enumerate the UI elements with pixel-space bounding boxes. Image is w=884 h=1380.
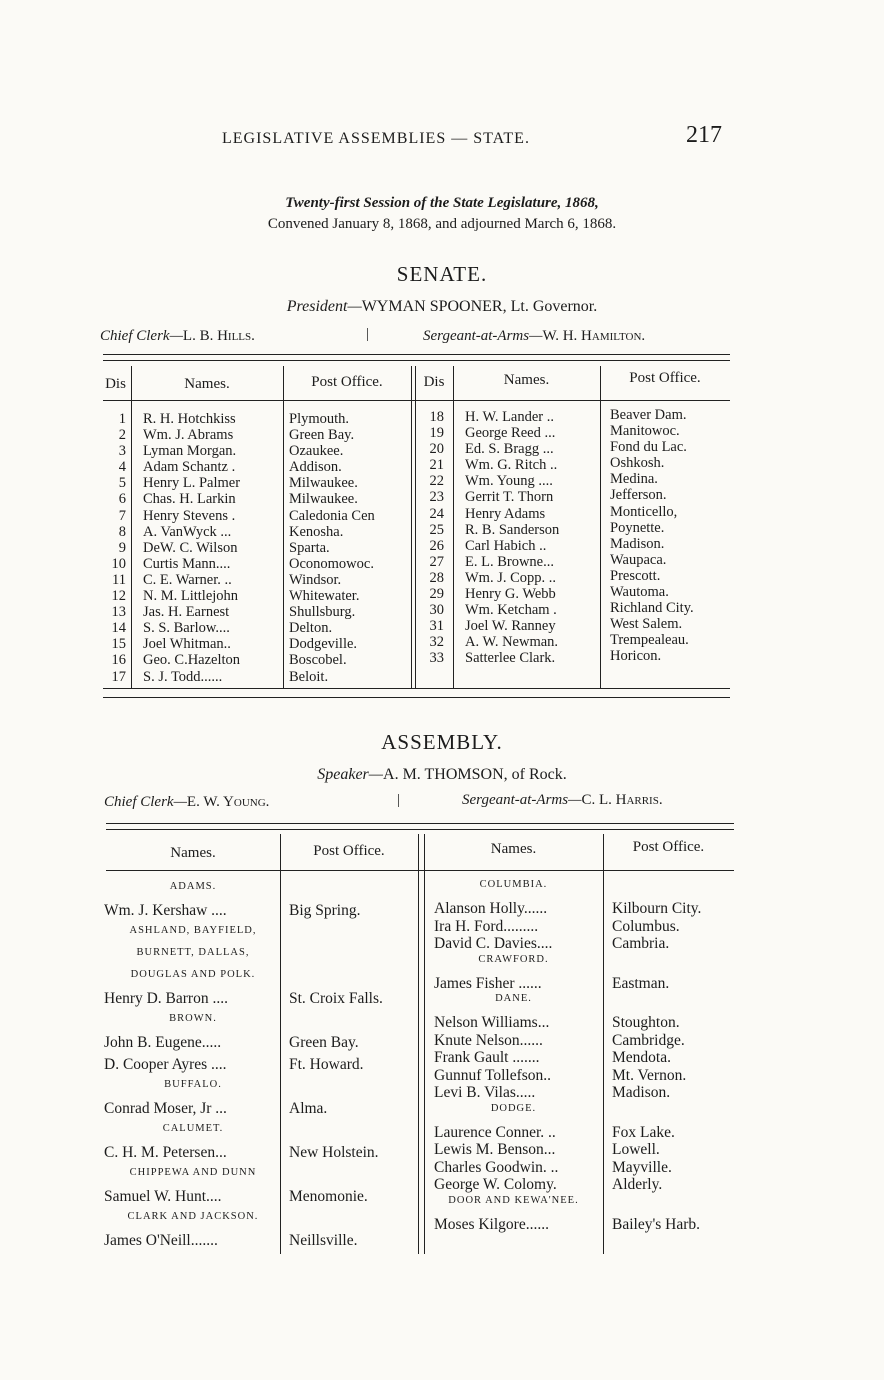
- member-name: Levi B. Vilas.....: [434, 1084, 536, 1101]
- session-title: Twenty-first Session of the State Legislature, 1868,: [285, 195, 599, 211]
- member-name: David C. Davies....: [434, 935, 553, 952]
- senate-district-cell: 5: [118, 475, 126, 492]
- senate-post-office-cell: Dodgeville.: [289, 636, 358, 653]
- senate-bottom-rule: [103, 688, 730, 689]
- session-dates: Convened January 8, 1868, and adjourned March 6, 1868.: [267, 216, 617, 232]
- member-name: Conrad Moser, Jr ...: [104, 1100, 227, 1117]
- president-label: President—: [286, 298, 362, 315]
- senate-senator-name-cell: Joel Whitman..: [143, 636, 231, 653]
- senate-post-office-cell: Plymouth.: [289, 411, 350, 427]
- assembly-col-rule: [603, 834, 604, 1254]
- county-heading: DOUGLAS AND POLK.: [130, 969, 256, 980]
- assembly-chief-clerk: [104, 794, 269, 811]
- senate-district-cell: 2: [118, 427, 126, 444]
- assembly-top-rule: [106, 823, 734, 824]
- senate-senator-name-cell: Henry Stevens .: [143, 507, 236, 524]
- assembly-col-post-office: Post Office.: [313, 843, 385, 859]
- senate-district-cell: 14: [111, 620, 126, 637]
- page-number: 217: [686, 122, 722, 148]
- assembly-col-rule: [280, 834, 281, 1254]
- senate-post-office-cell: Sparta.: [289, 539, 330, 556]
- senate-post-office-cell: Manitowoc.: [610, 423, 680, 440]
- sergeant-name: C. L. Harris.: [581, 792, 663, 808]
- member-post-office: Green Bay.: [289, 1034, 359, 1051]
- senate-senator-name-cell: Joel W. Ranney: [465, 618, 556, 635]
- member-post-office: Big Spring.: [289, 902, 361, 919]
- chief-clerk-label: Chief Clerk—: [100, 328, 183, 344]
- senate-post-office-cell: Fond du Lac.: [610, 439, 687, 456]
- member-post-office: Eastman.: [612, 974, 670, 992]
- sergeant-label: Sergeant-at-Arms—: [423, 328, 543, 344]
- officer-separator: |: [397, 792, 401, 808]
- senate-district-cell: 16: [111, 652, 126, 669]
- senate-post-office-cell: Green Bay.: [289, 427, 355, 444]
- member-name: James O'Neill.......: [104, 1232, 218, 1249]
- member-post-office: Menomonie.: [289, 1188, 368, 1205]
- senate-post-office-cell: Prescott.: [610, 567, 661, 584]
- senate-senator-name-cell: Wm. J. Abrams: [143, 427, 234, 444]
- senate-senator-name-cell: R. H. Hotchkiss: [143, 411, 236, 427]
- senate-post-office-cell: Shullsburg.: [289, 604, 356, 621]
- senate-right-names-column: [465, 409, 559, 667]
- senate-district-cell: 13: [111, 604, 126, 621]
- senate-district-cell: 23: [429, 489, 444, 506]
- member-name: George W. Colomy.: [434, 1176, 557, 1193]
- senate-district-cell: 7: [118, 507, 126, 524]
- senate-post-office-cell: Addison.: [289, 459, 342, 476]
- senate-post-office-cell: Milwaukee.: [289, 491, 358, 508]
- senate-district-cell: 10: [111, 555, 126, 572]
- senate-col-dis: Dis: [423, 374, 445, 390]
- senate-district-cell: 6: [118, 491, 126, 508]
- senate-left-post-office-column: [289, 411, 375, 685]
- senate-col-dis: Dis: [105, 376, 126, 392]
- member-name: Samuel W. Hunt....: [104, 1188, 222, 1205]
- senate-district-cell: 26: [429, 537, 444, 554]
- speaker-name: A. M. THOMSON, of Rock.: [383, 766, 567, 783]
- senate-senator-name-cell: Henry L. Palmer: [143, 475, 241, 492]
- senate-senator-name-cell: Wm. G. Ritch ..: [465, 457, 558, 474]
- county-heading: BROWN.: [169, 1013, 217, 1024]
- assembly-speaker: [0, 766, 884, 784]
- senate-col-post-office: Post Office.: [629, 370, 701, 386]
- member-post-office: Mayville.: [612, 1158, 672, 1176]
- county-heading: BUFFALO.: [164, 1079, 222, 1090]
- senate-bottom-rule-2: [103, 697, 730, 698]
- senate-senator-name-cell: R. B. Sanderson: [465, 521, 560, 538]
- senate-post-office-cell: Milwaukee.: [289, 475, 358, 492]
- senate-district-cell: 30: [429, 602, 444, 619]
- chief-clerk-name: E. W. Young.: [186, 794, 270, 810]
- senate-post-office-cell: Delton.: [289, 620, 333, 637]
- senate-district-cell: 9: [118, 539, 126, 556]
- senate-senator-name-cell: Geo. C.Hazelton: [143, 652, 241, 669]
- senate-post-office-cell: Windsor.: [289, 571, 342, 588]
- member-name: Laurence Conner. ..: [434, 1123, 556, 1141]
- senate-col-rule: [411, 366, 412, 688]
- senate-left-names-column: [143, 411, 240, 685]
- member-post-office: Mendota.: [612, 1049, 671, 1066]
- member-post-office: Fox Lake.: [612, 1123, 675, 1141]
- senate-district-cell: 20: [429, 441, 444, 458]
- senate-district-cell: 11: [112, 571, 126, 588]
- senate-col-rule: [283, 366, 284, 688]
- chief-clerk-name: L. B. Hills.: [182, 328, 255, 344]
- senate-sergeant: [423, 328, 645, 345]
- senate-district-cell: 1: [118, 411, 126, 427]
- member-post-office: Ft. Howard.: [289, 1056, 364, 1073]
- senate-senator-name-cell: E. L. Browne...: [465, 553, 554, 570]
- assembly-col-rule: [418, 834, 419, 1254]
- senate-senator-name-cell: George Reed ...: [465, 425, 556, 442]
- member-post-office: Cambria.: [612, 935, 670, 952]
- county-heading: CHIPPEWA AND DUNN: [129, 1167, 257, 1178]
- senate-senator-name-cell: H. W. Lander ..: [465, 409, 554, 425]
- senate-post-office-cell: Ozaukee.: [289, 443, 344, 460]
- member-post-office: Neillsville.: [289, 1232, 358, 1249]
- senate-right-dis-column: [420, 409, 444, 667]
- senate-senator-name-cell: Carl Habich ..: [465, 537, 547, 554]
- senate-post-office-cell: Waupaca.: [610, 551, 667, 568]
- senate-post-office-cell: Boscobel.: [289, 652, 347, 669]
- member-name: Lewis M. Benson...: [434, 1141, 556, 1158]
- member-name: D. Cooper Ayres ....: [104, 1056, 227, 1073]
- member-post-office: Mt. Vernon.: [612, 1066, 687, 1084]
- senate-post-office-cell: Kenosha.: [289, 523, 344, 540]
- member-post-office: Cambridge.: [612, 1031, 685, 1049]
- member-name: Henry D. Barron ....: [104, 990, 228, 1007]
- senate-district-cell: 28: [429, 569, 444, 586]
- officer-separator: |: [366, 326, 370, 342]
- senate-col-names: Names.: [503, 372, 550, 388]
- senate-post-office-cell: West Salem.: [610, 616, 683, 633]
- member-post-office: Alderly.: [612, 1176, 663, 1193]
- senate-district-cell: 8: [118, 523, 126, 540]
- senate-senator-name-cell: Adam Schantz .: [143, 459, 236, 476]
- member-post-office: Alma.: [289, 1100, 328, 1117]
- senate-post-office-cell: Wautoma.: [610, 584, 669, 601]
- senate-senator-name-cell: Wm. Young ....: [465, 473, 553, 490]
- member-name: C. H. M. Petersen...: [104, 1144, 227, 1161]
- county-heading: DOOR AND KEWA'NEE.: [448, 1194, 579, 1206]
- senate-district-cell: 31: [429, 618, 444, 635]
- senate-senator-name-cell: DeW. C. Wilson: [143, 539, 238, 556]
- member-post-office: Kilbourn City.: [612, 900, 702, 917]
- senate-header-rule: [103, 400, 730, 401]
- senate-district-cell: 19: [429, 425, 444, 442]
- senate-post-office-cell: Medina.: [610, 471, 658, 488]
- member-post-office: New Holstein.: [289, 1144, 379, 1161]
- assembly-col-post-office: Post Office.: [632, 839, 705, 855]
- senate-col-names: Names.: [184, 376, 230, 392]
- senate-senator-name-cell: Henry Adams: [465, 505, 546, 522]
- county-heading: ASHLAND, BAYFIELD,: [129, 925, 257, 936]
- assembly-heading: ASSEMBLY.: [381, 730, 503, 754]
- senate-senator-name-cell: Wm. Ketcham .: [465, 602, 557, 619]
- senate-senator-name-cell: Satterlee Clark.: [465, 650, 556, 667]
- senate-senator-name-cell: C. E. Warner. ..: [143, 571, 232, 588]
- member-name: Gunnuf Tollefson..: [434, 1066, 552, 1084]
- senate-senator-name-cell: S. J. Todd......: [143, 668, 223, 685]
- senate-senator-name-cell: Lyman Morgan.: [143, 443, 237, 460]
- member-name: Wm. J. Kershaw ....: [104, 902, 227, 919]
- assembly-col-rule: [424, 834, 425, 1254]
- senate-post-office-cell: Trempealeau.: [610, 632, 689, 649]
- senate-top-rule: [103, 354, 730, 355]
- chief-clerk-label: Chief Clerk—: [104, 794, 187, 810]
- member-post-office: Columbus.: [612, 917, 680, 935]
- senate-post-office-cell: Monticello,: [610, 503, 678, 520]
- senate-district-cell: 33: [429, 650, 444, 667]
- senate-post-office-cell: Whitewater.: [289, 588, 360, 605]
- county-heading: ADAMS.: [169, 881, 217, 892]
- senate-district-cell: 24: [429, 505, 444, 522]
- member-post-office: Bailey's Harb.: [612, 1215, 701, 1233]
- senate-top-rule-2: [103, 360, 730, 361]
- senate-senator-name-cell: Chas. H. Larkin: [143, 491, 236, 508]
- senate-col-rule: [131, 366, 132, 688]
- senate-chief-clerk: [100, 328, 255, 345]
- speaker-label: Speaker—: [317, 766, 384, 783]
- assembly-sergeant: [462, 792, 663, 809]
- member-name: Alanson Holly......: [434, 900, 548, 917]
- senate-right-post-office-column: [610, 407, 694, 665]
- president-name: WYMAN SPOONER, Lt. Governor.: [361, 298, 598, 315]
- county-heading: CALUMET.: [162, 1123, 224, 1134]
- senate-district-cell: 18: [429, 409, 444, 425]
- senate-president: [0, 298, 884, 316]
- senate-senator-name-cell: Jas. H. Earnest: [143, 604, 230, 621]
- senate-left-dis-column: [104, 411, 126, 685]
- senate-district-cell: 25: [429, 521, 444, 538]
- senate-post-office-cell: Oshkosh.: [610, 455, 665, 472]
- senate-district-cell: 22: [429, 473, 444, 490]
- member-post-office: Lowell.: [612, 1141, 660, 1158]
- county-heading: CLARK AND JACKSON.: [127, 1211, 259, 1222]
- senate-post-office-cell: Madison.: [610, 535, 665, 552]
- county-heading: CRAWFORD.: [478, 953, 549, 965]
- sergeant-label: Sergeant-at-Arms—: [462, 792, 582, 808]
- county-heading: COLUMBIA.: [479, 879, 548, 890]
- assembly-header-rule: [106, 870, 734, 871]
- senate-post-office-cell: Horicon.: [610, 648, 662, 665]
- senate-col-post-office: Post Office.: [311, 374, 383, 390]
- sergeant-name: W. H. Hamilton.: [542, 328, 646, 344]
- member-name: Nelson Williams...: [434, 1014, 550, 1031]
- senate-post-office-cell: Richland City.: [610, 600, 694, 617]
- senate-post-office-cell: Caledonia Cen: [289, 507, 375, 524]
- senate-senator-name-cell: Wm. J. Copp. ..: [465, 569, 557, 586]
- assembly-col-names: Names.: [490, 841, 537, 857]
- assembly-top-rule-2: [106, 829, 734, 830]
- senate-col-rule: [415, 366, 416, 688]
- running-title: LEGISLATIVE ASSEMBLIES — STATE.: [222, 130, 530, 147]
- member-post-office: St. Croix Falls.: [289, 990, 383, 1007]
- senate-district-cell: 3: [118, 443, 126, 460]
- member-post-office: Stoughton.: [612, 1014, 680, 1031]
- county-heading: DODGE.: [490, 1102, 537, 1114]
- senate-col-rule: [600, 366, 601, 688]
- senate-col-rule: [453, 366, 454, 688]
- member-name: Frank Gault .......: [434, 1049, 540, 1066]
- senate-senator-name-cell: N. M. Littlejohn: [143, 588, 239, 605]
- senate-district-cell: 12: [111, 588, 126, 605]
- senate-heading: SENATE.: [396, 262, 488, 286]
- senate-post-office-cell: Jefferson.: [610, 487, 667, 504]
- senate-post-office-cell: Beaver Dam.: [610, 407, 687, 423]
- senate-senator-name-cell: Gerrit T. Thorn: [465, 489, 554, 506]
- member-name: Charles Goodwin. ..: [434, 1158, 559, 1176]
- senate-senator-name-cell: A. W. Newman.: [465, 634, 559, 651]
- member-name: James Fisher ......: [434, 974, 542, 992]
- member-name: Knute Nelson......: [434, 1031, 543, 1049]
- senate-post-office-cell: Oconomowoc.: [289, 555, 374, 572]
- member-name: Ira H. Ford.........: [434, 917, 539, 935]
- senate-district-cell: 29: [429, 586, 444, 603]
- senate-senator-name-cell: A. VanWyck ...: [143, 523, 232, 540]
- senate-senator-name-cell: S. S. Barlow....: [143, 620, 230, 637]
- member-name: John B. Eugene.....: [104, 1034, 222, 1051]
- senate-district-cell: 4: [118, 459, 126, 476]
- senate-district-cell: 21: [429, 457, 444, 474]
- senate-post-office-cell: Poynette.: [610, 519, 665, 536]
- senate-senator-name-cell: Curtis Mann....: [143, 555, 231, 572]
- assembly-col-names: Names.: [170, 845, 216, 861]
- senate-district-cell: 15: [111, 636, 126, 653]
- county-heading: DANE.: [495, 993, 532, 1004]
- senate-district-cell: 32: [429, 634, 444, 651]
- senate-senator-name-cell: Henry G. Webb: [465, 586, 556, 603]
- senate-district-cell: 27: [429, 553, 444, 570]
- senate-post-office-cell: Beloit.: [289, 668, 329, 685]
- senate-senator-name-cell: Ed. S. Bragg ...: [465, 441, 554, 458]
- senate-district-cell: 17: [111, 668, 126, 685]
- county-heading: BURNETT, DALLAS,: [136, 947, 250, 958]
- member-post-office: Madison.: [612, 1084, 671, 1101]
- member-name: Moses Kilgore......: [434, 1215, 549, 1233]
